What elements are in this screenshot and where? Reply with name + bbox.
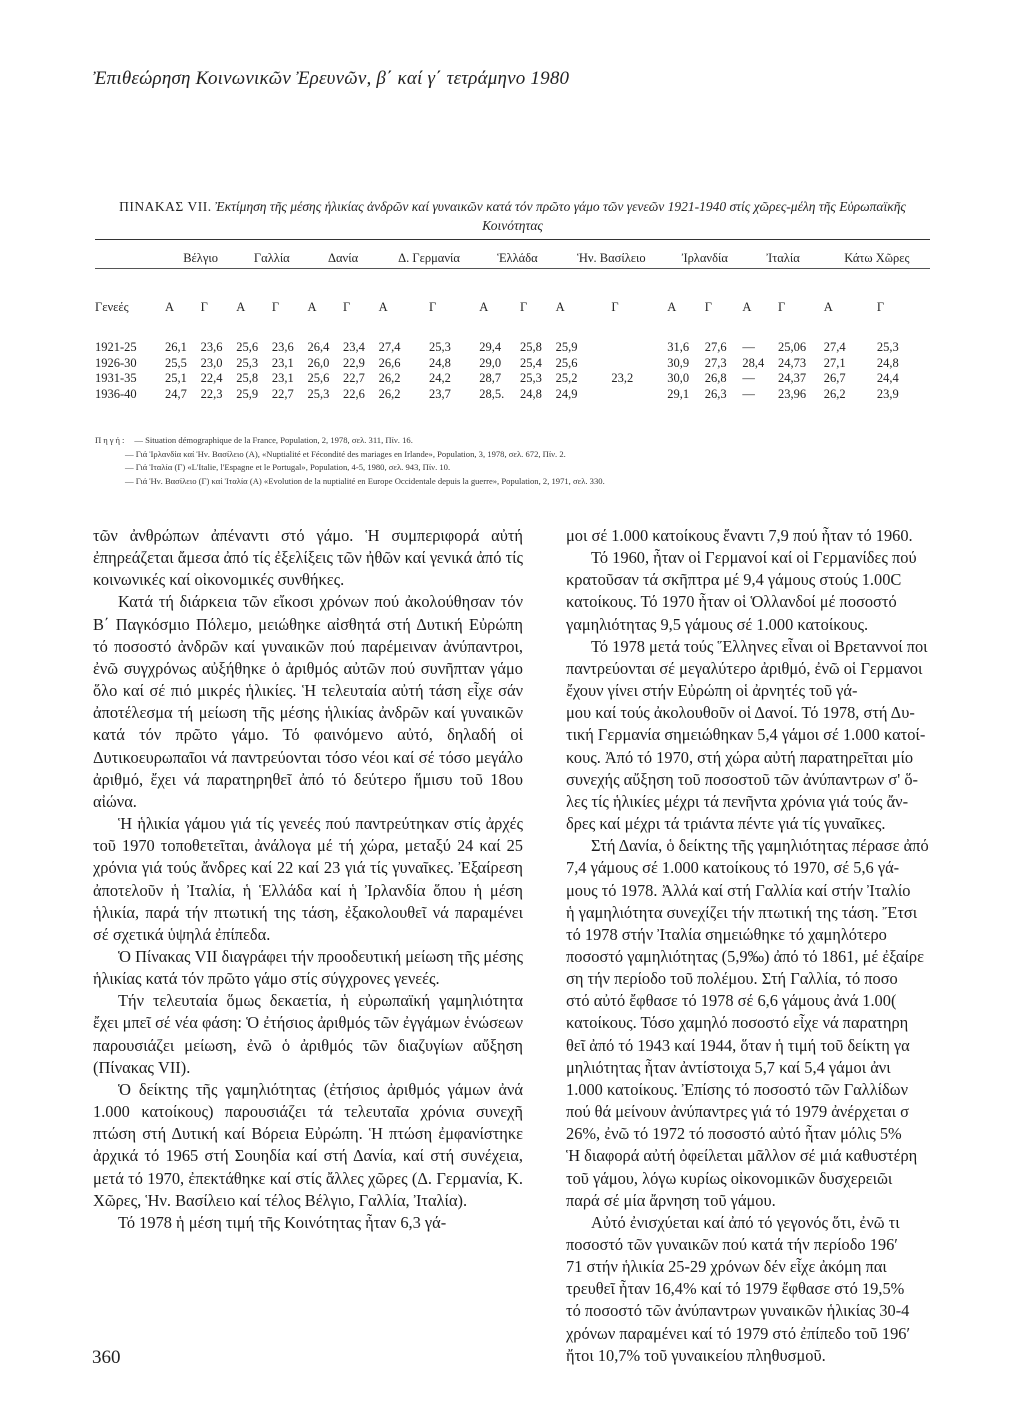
table-cell: 25,9 (555, 340, 578, 355)
paragraph: Τό 1978 ἡ μέση τιμή τῆς Κοινότητας ἦταν 6,3 γά- (118, 1212, 447, 1232)
table-cell: 26,2 (378, 371, 401, 386)
table-cell: 25,6 (236, 340, 259, 355)
text-line: μηλιότητας ἦταν ἀντίστοιχα 5,7 καί 5,4 γάμοι ἀνι (566, 1057, 891, 1077)
sex-label: Γ (200, 299, 208, 314)
paragraph: Ὁ δείκτης τῆς γαμηλιότητας (ἐτήσιος ἀριθμός γάμων ἀνά 1.000 κατοίκους) παρουσιάζει τά τελευταῖα χρόνια συνεχῆ πτώση στή Δυτική καί Βόρεια Εὐρώπη. Ἡ πτώση ἐμφανίστηκε ἀρχικά τό 1965 στή Σουηδία καί στή Δανία, καί στή συνέχεια, μετά τό 1970, ἐπεκτάθηκε καί στίς ἄλλες χῶρες (Δ. Γερμανία, Κ. Χῶρες, Ἡν. Βασίλειο καί τέλος Βέλγιο, Γαλλία, Ἰταλία). (93, 1079, 523, 1210)
cohort-label: 1926-30 (95, 355, 137, 370)
table-cell: 25,2 (555, 371, 578, 386)
table-row (95, 356, 930, 372)
table-cell: 24,8 (428, 355, 451, 370)
table-cell: 26,8 (704, 371, 727, 386)
table-cell: 23,0 (200, 355, 223, 370)
table-cell: 22,7 (271, 386, 294, 401)
table-cell: 28,4 (742, 355, 765, 370)
table-cell: 25,3 (236, 355, 259, 370)
text-line: δρες καί μέχρι τά τριάντα πέντε γιά τίς γυναῖκες. (566, 814, 886, 834)
paragraph: Τήν τελευταία ὅμως δεκαετία, ἡ εὐρωπαϊκή γαμηλιότητα ἔχει μπεῖ σέ νέα φάση: Ὁ ἐτήσιος ἀριθμός τῶν ἐγγάμων ἑνώσεων παρουσιάζει μείωση, ἐνῶ ὁ ἀριθμός τῶν διαζυγίων αὔξηση (Πίνακας VII). (93, 991, 523, 1077)
paragraph: Ἡ ἡλικία γάμου γιά τίς γενεές πού παντρεύτηκαν στίς ἀρχές τοῦ 1970 τοποθετεῖται, ἀνάλογα μέ τή χώρα, μεταξύ 24 καί 25 χρόνια γιά τούς ἄνδρες καί 22 καί 23 γιά τίς γυναῖκες. Ἐξαίρεση ἀποτελοῦν ἡ Ἰταλία, ἡ Ἑλλάδα καί ἡ Ἰρλανδία ὅπου ἡ μέση ἡλικία, παρά τήν πτωτική της τάση, ἐξακολουθεῖ νά παραμένει σέ σχετικά ὑψηλά ἐπίπεδα. (93, 814, 523, 944)
table-cell: — (742, 386, 755, 401)
country-header: Γαλλία (253, 250, 290, 265)
text-line: 1.000 κατοίκους. Ἐπίσης τό ποσοστό τῶν Γαλλίδων (566, 1079, 908, 1099)
text-line: λες τίς ἡλικίες μέχρι τά πενῆντα χρόνια γιά τούς ἄν- (566, 791, 909, 811)
sex-label: Α (236, 299, 246, 314)
table-cell: 27,3 (704, 355, 727, 370)
text-line: ποσοστό τῶν γυναικῶν πού κατά τήν περίοδο 196ʹ (566, 1235, 898, 1254)
table-cell: 24,9 (555, 386, 578, 401)
table-cell: 27,4 (378, 340, 401, 355)
text-line: ἡ γαμηλιότητα συνεχίζει τήν πτωτική της τάση. Ἔτσι (566, 902, 918, 922)
text-line: ἤτοι 10,7% τοῦ γυναικείου πληθυσμοῦ. (566, 1345, 826, 1365)
sex-label: Α (378, 299, 388, 314)
table-cell: 25,3 (519, 371, 542, 386)
sex-label: Α (823, 299, 833, 314)
source-text: — Γιά Ἡν. Βασίλειο (Γ) καί Ἰταλία (Α) «Evolution de la nuptialité en Europe Occidentale depuis la guerre», Population, 2, 1971, σελ. 330. (125, 475, 605, 486)
text-line: 71 στήν ἡλικία 25-29 χρόνων δέν εἶχε ἀκόμη παι (566, 1257, 887, 1277)
sex-label: Α (307, 299, 317, 314)
text-line: χρόνων παραμένει καί τό 1979 στό ἐπίπεδο τοῦ 196ʹ (566, 1323, 911, 1343)
text-line: πού θά μείνουν ἀνύπαντρες γιά τό 1979 ἀνέρχεται σ (566, 1102, 909, 1122)
table-spacer-cell (95, 318, 930, 340)
sex-label: Α (165, 299, 175, 314)
cohort-label: 1931-35 (95, 371, 137, 386)
table-cell: 27,1 (823, 355, 846, 370)
cohort-label: 1936-40 (95, 386, 137, 401)
table-cell: 25,3 (876, 340, 899, 355)
text-line: τό 1978 στήν Ἰταλία σημειώθηκε τό χαμηλότερο (566, 924, 887, 944)
paragraph: τῶν ἀνθρώπων ἀπέναντι στό γάμο. Ἡ συμπεριφορά αὐτή ἐπηρεάζεται ἄμεσα ἀπό τίς ἐξελίξεις τῶν ἠθῶν καί γενικά ἀπό τίς κοινωνικές καί οἰκονομικές συνθήκες. (93, 526, 523, 590)
table-cell: 23,7 (428, 386, 451, 401)
running-head: Ἐπιθεώρηση Κοινωνικῶν Ἐρευνῶν, β΄ καί γ΄ τετράμηνο 1980 (93, 68, 570, 89)
table-cell: 22,6 (343, 386, 365, 401)
table-cell: 25,6 (307, 371, 330, 386)
source-line (95, 475, 935, 489)
text-line: τρευθεῖ ἦταν 16,4% καί τό 1979 ἔφθασε στό 19,5% (566, 1279, 905, 1299)
text-line: παρά σέ μία ἄρνηση τοῦ γάμου. (566, 1190, 776, 1210)
text-line: τό ποσοστό τῶν ἀνύπαντρων γυναικῶν ἡλικίας 30-4 (566, 1301, 910, 1321)
table-row (95, 371, 930, 387)
text-line: Αὐτό ἐνισχύεται καί ἀπό τό γεγονός ὅτι, ἐνῶ τι (591, 1212, 900, 1232)
text-line: ἔχουν γίνει στήν Εὐρώπη οἱ ἀρνητές τοῦ γά- (566, 681, 858, 701)
table-cell: 25,4 (519, 355, 542, 370)
table-sources (95, 434, 935, 488)
left-text-column (93, 525, 523, 1234)
text-line: μου καί τούς ἀκολουθοῦν οἱ Δανοί. Τό 1978, στή Δυ- (566, 703, 915, 723)
text-line: Τό 1960, ἦταν οἱ Γερμανοί καί οἱ Γερμανίδες πού (591, 548, 917, 568)
sex-label: Γ (343, 299, 351, 314)
statistics-table (95, 248, 930, 402)
table-cell: 28,5. (479, 386, 505, 401)
table-cell: 26,4 (307, 340, 330, 355)
sex-label: Γ (271, 299, 280, 314)
source-text: — Situation démographique de la France, Population, 2, 1978, σελ. 311, Πίν. 16. (134, 435, 413, 445)
table-row (95, 340, 930, 356)
text-line: παντρεύονται σέ μεγαλύτερο ἀριθμό, ἐνῶ οἱ Γερμανοι (566, 658, 923, 678)
sex-label: Γ (876, 299, 885, 314)
table-cell: 22,3 (200, 386, 223, 401)
country-header: Ἡν. Βασίλειο (577, 250, 646, 265)
text-line: 7,4 γάμους σέ 1.000 κατοίκους τό 1970, σέ 5,6 γά- (566, 858, 900, 878)
table-cell: 23,6 (200, 340, 223, 355)
country-header: Ἰρλανδία (681, 250, 728, 265)
table-cell: 30,9 (667, 355, 690, 370)
sex-label: Α (667, 299, 677, 314)
table-cell: 29,0 (479, 355, 502, 370)
table-cell: 24,8 (876, 355, 899, 370)
country-header: Κάτω Χῶρες (844, 250, 910, 265)
statistics-table-body (95, 248, 930, 402)
sex-label: Α (479, 299, 489, 314)
table-cell (611, 356, 667, 372)
text-line: κους. Ἀπό τό 1970, στή χώρα αὐτή παρατηρεῖται μίο (566, 747, 914, 767)
table-cell: 23,2 (611, 371, 634, 386)
text-line: κατοίκους. Τό 1970 ἦταν οἱ Ὁλλανδοί μέ ποσοστό (566, 592, 897, 612)
table-cell: 22,7 (343, 371, 365, 386)
source-text: — Γιά Ἰταλία (Γ) «L'Italie, l'Espagne et le Portugal», Population, 4-5, 1980, σελ. 943, Πίν. 10. (125, 462, 451, 473)
table-cell (611, 340, 667, 356)
text-line: κρατοῦσαν τά σκῆπτρα μέ 9,4 γάμους στούς 1.00C (566, 570, 902, 590)
table-cell: 25,9 (236, 386, 259, 401)
table-cell: 28,7 (479, 371, 502, 386)
table-top-rule (95, 239, 930, 240)
text-line: Ἡ διαφορά αὐτή ὀφείλεται μᾶλλον σέ μιά καθυστέρη (566, 1146, 918, 1166)
text-line: Τό 1978 μετά τούς Ἕλληνες εἶναι οἱ Βρεταννοί ποι (591, 636, 928, 656)
page-number: 360 (92, 1347, 121, 1368)
table-cell (611, 387, 667, 403)
table-cell: 22,4 (200, 371, 223, 386)
text-line: ποσοστό γαμηλιότητας (5,9‰) ἀπό τό 1861, μέ ἐξαίρε (566, 946, 924, 966)
table-caption-label: ΠΙΝΑΚΑΣ VII. (119, 199, 212, 214)
table-cell: 27,6 (704, 340, 727, 355)
table-cell: 26,1 (165, 340, 187, 355)
table-cell: 26,2 (378, 386, 401, 401)
table-cell: 24,37 (777, 371, 807, 386)
table-cell: 24,2 (428, 371, 451, 386)
country-header-row (95, 248, 930, 268)
sex-label: Γ (611, 299, 619, 314)
table-cell: 24,7 (165, 386, 187, 401)
table-cell: 29,1 (667, 386, 690, 401)
table-cell: 26,0 (307, 355, 330, 370)
source-line (95, 461, 935, 475)
table-cell: 26,2 (823, 386, 846, 401)
table-cell: 30,0 (667, 371, 690, 386)
paragraph: Κατά τή διάρκεια τῶν εἴκοσι χρόνων πού ἀκολούθησαν τόν Β΄ Παγκόσμιο Πόλεμο, μειώθηκε αἰσθητά στή Δυτική Εὐρώπη τό ποσοστό ἀνδρῶν καί γυναικῶν πού παρέμειναν ἀνύπαντροι, ἐνῶ συγχρόνως αὐξήθηκε ὁ ἀριθμός αὐτῶν πού συνῆπταν γάμο ὅλο καί σέ πιό μικρές ἡλικίες. Ἡ τελευταία αὐτή τάση εἶχε σάν ἀποτέλεσμα τή μείωση τῆς μέσης ἡλικίας ἀνδρῶν καί γυναικῶν κατά τόν πρῶτο γάμο. Τό φαινόμενο αὐτό, δηλαδή οἱ Δυτικοευρωπαῖοι νά παντρεύονται τόσο νέοι καί σέ τόσο μεγάλο ἀριθμό, ἔχει νά παρατηρηθεῖ ἀπό τό δεύτερο ἥμισυ τοῦ 18ου αἰώνα. (93, 592, 523, 811)
sex-header-row (95, 268, 930, 318)
table-cell: 25,8 (236, 371, 259, 386)
sex-label: Γ (428, 299, 437, 314)
text-line: γαμηλιότητας 9,5 γάμους σέ 1.000 κατοίκους. (566, 614, 869, 634)
table-cell: 24,8 (519, 386, 542, 401)
cohort-label: 1921-25 (95, 340, 137, 355)
sex-label: Α (555, 299, 565, 314)
text-line: 26%, ἐνῶ τό 1972 τό ποσοστό αὐτό ἦταν μόλις 5% (566, 1124, 902, 1144)
table-row (95, 387, 930, 403)
table-cell: 25,5 (165, 355, 187, 370)
table-caption-text: Ἐκτίμηση τῆς μέσης ἡλικίας ἀνδρῶν καί γυναικῶν κατά τόν πρῶτο γάμο τῶν γενεῶν 1921-1940 στίς χῶρες-μέλη τῆς Εὐρωπαϊκῆς Κοινότητας (215, 199, 906, 233)
table-spacer-row (95, 318, 930, 340)
text-line: συνεχής αὔξηση τοῦ ποσοστοῦ τῶν ἀνύπαντρων σ' ὅ- (566, 769, 918, 789)
table-cell: 29,4 (479, 340, 502, 355)
text-line: κατοίκους. Τόσο χαμηλό ποσοστό εἶχε νά παρατηρη (566, 1013, 909, 1033)
table-cell: 23,4 (343, 340, 365, 355)
sex-label: Γ (777, 299, 786, 314)
text-line: τοῦ γάμου, λόγω κυρίως οἰκονομικῶν δυσχερειῶι (566, 1168, 893, 1188)
table-cell: 22,9 (343, 355, 365, 370)
table-cell: 31,6 (667, 340, 690, 355)
table-cell: 25,06 (777, 340, 807, 355)
country-header: Ἰταλία (766, 250, 800, 265)
text-line: θεῖ ἀπό τό 1943 καί 1944, ὅταν ἡ τιμή τοῦ δείκτη γα (566, 1035, 910, 1055)
sources-label: Πηγή: (95, 435, 127, 445)
table-caption (95, 197, 930, 235)
table-cell: — (742, 371, 755, 386)
paragraph: Ὁ Πίνακας VII διαγράφει τήν προοδευτική μείωση τῆς μέσης ἡλικίας κατά τόν πρῶτο γάμο στίς σύγχρονες γενεές. (93, 946, 523, 989)
sex-label: Γ (704, 299, 713, 314)
table-cell: 26,6 (378, 355, 401, 370)
country-header: Βέλγιο (183, 250, 218, 265)
table-cell: 23,9 (876, 386, 899, 401)
table-cell: 27,4 (823, 340, 846, 355)
table-cell: 24,73 (777, 355, 807, 370)
table-cell: 25,8 (519, 340, 542, 355)
table-cell: 24,4 (876, 371, 899, 386)
text-line: τική Γερμανία σημειώθηκαν 5,4 γάμοι σέ 1.000 κατοί- (566, 725, 926, 745)
country-header: Ἑλλάδα (497, 250, 538, 265)
right-text-column (566, 525, 1022, 1367)
source-text: — Γιά Ἰρλανδία καί Ἡν. Βασίλειο (Α), «Nuptialité et Fécondité des mariages en Irlande», Population, 3, 1978, σελ. 672, Πίν. 2. (125, 448, 566, 459)
country-header: Δ. Γερμανία (398, 250, 460, 265)
text-line: Στή Δανία, ὁ δείκτης τῆς γαμηλιότητας πέρασε ἀπό (591, 836, 929, 856)
table-cell: 26,3 (704, 386, 727, 401)
source-line (95, 434, 935, 448)
table-cell: 25,6 (555, 355, 578, 370)
text-line: μους τό 1978. Ἀλλά καί στή Γαλλία καί στήν Ἰταλίο (566, 880, 911, 900)
table-cell: 26,7 (823, 371, 846, 386)
text-line: ση τήν περίοδο τοῦ πολέμου. Στή Γαλλία, τό ποσο (566, 969, 898, 989)
row-header-spacer (95, 248, 165, 268)
table-cell: 25,3 (428, 340, 451, 355)
sex-label: Γ (519, 299, 528, 314)
table-cell: 23,1 (271, 355, 294, 370)
table-cell: 25,3 (307, 386, 330, 401)
table-cell: 23,96 (777, 386, 807, 401)
table-cell: — (742, 340, 755, 355)
sex-label: Α (742, 299, 752, 314)
text-line: μοι σέ 1.000 κατοίκους ἔναντι 7,9 πού ἦταν τό 1960. (566, 526, 913, 545)
row-header-label: Γενεές (95, 299, 129, 314)
source-line (95, 448, 935, 462)
text-line: στό αὐτό ἔφθασε τό 1978 σέ 6,6 γάμους ἀνά 1.00( (566, 991, 897, 1011)
table-cell: 25,1 (165, 371, 187, 386)
table-cell: 23,1 (271, 371, 294, 386)
table-cell: 23,6 (271, 340, 294, 355)
country-header: Δανία (327, 250, 359, 265)
